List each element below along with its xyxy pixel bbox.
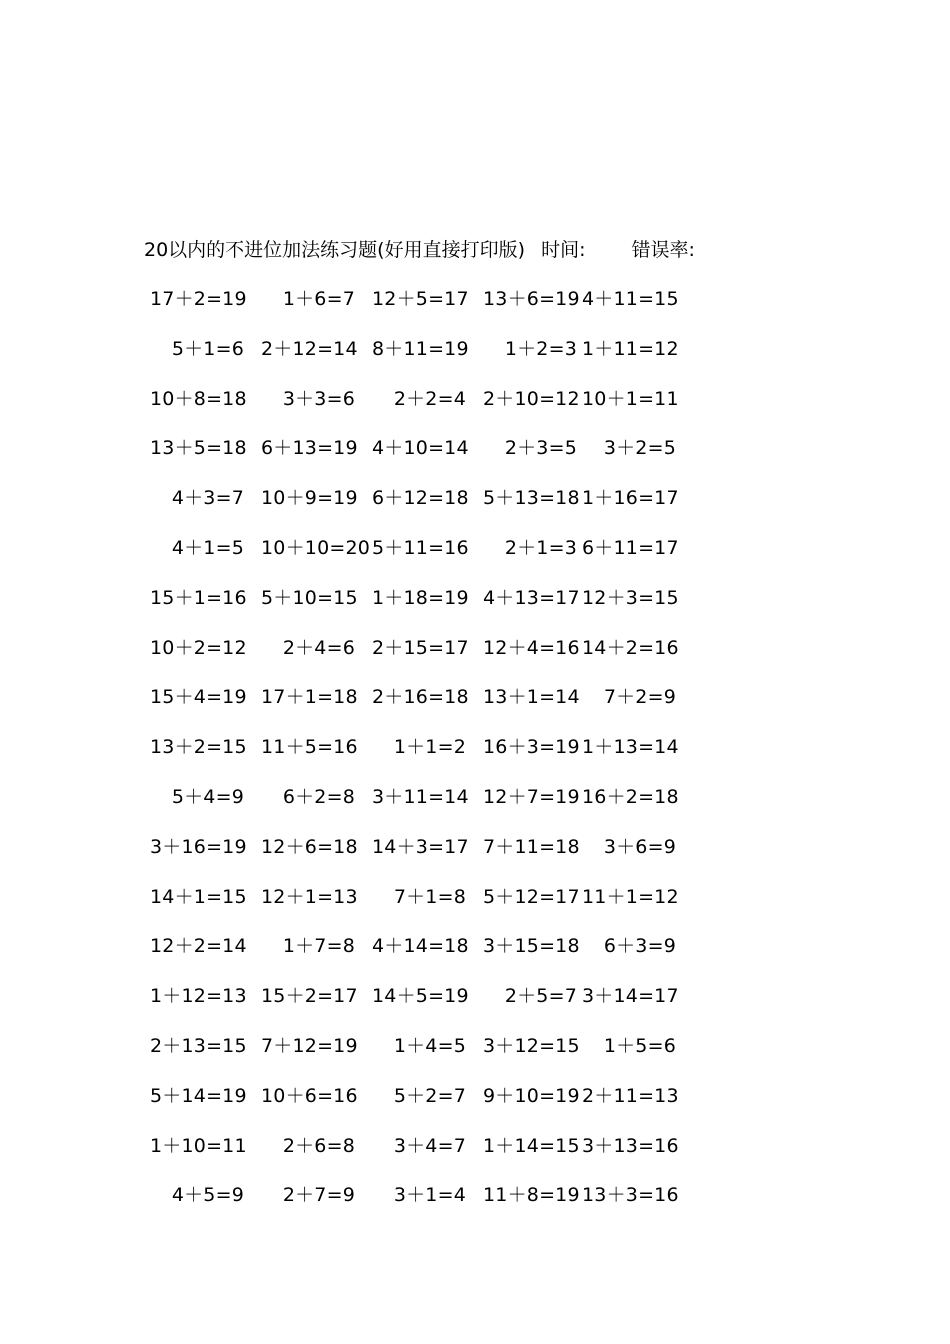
problem-row (150, 932, 710, 982)
problem-item: 3＋12=15 (483, 1034, 580, 1057)
problem-item: 13＋6=19 (483, 288, 580, 310)
problem-row (150, 335, 710, 385)
problem-item: 2＋1=3 (504, 536, 577, 559)
problem-row (150, 683, 710, 733)
problem-item: 1＋7=8 (282, 935, 355, 958)
problem-item: 3＋13=16 (582, 1134, 679, 1157)
problem-item: 5＋11=16 (372, 536, 469, 559)
worksheet-header (144, 236, 695, 264)
problem-item: 11＋8=19 (483, 1184, 580, 1207)
problem-item: 5＋1=6 (171, 337, 244, 360)
problem-item: 13＋1=14 (483, 686, 580, 709)
problem-item: 10＋10=20 (261, 536, 371, 559)
problem-row (150, 1032, 710, 1082)
problem-item: 10＋1=11 (582, 387, 679, 410)
problem-item: 1＋16=17 (582, 487, 679, 510)
problem-item: 11＋1=12 (582, 885, 679, 908)
problem-item: 2＋5=7 (504, 985, 577, 1008)
problem-item: 4＋10=14 (372, 437, 469, 460)
problem-item: 6＋12=18 (372, 487, 469, 510)
problem-item: 1＋18=19 (372, 586, 469, 609)
problem-item: 5＋12=17 (483, 885, 580, 908)
problem-item: 2＋6=8 (282, 1134, 355, 1157)
problem-item: 6＋13=19 (261, 437, 358, 460)
problem-item: 3＋11=14 (372, 785, 469, 808)
problem-item: 2＋4=6 (282, 636, 355, 659)
problem-item: 4＋13=17 (483, 586, 580, 609)
problem-item: 15＋4=19 (150, 686, 247, 709)
problem-row (150, 584, 710, 634)
problem-row (150, 1082, 710, 1132)
problem-item: 16＋2=18 (582, 785, 679, 808)
problem-row (150, 534, 710, 584)
problem-item: 14＋1=15 (150, 885, 247, 908)
problem-item: 4＋14=18 (372, 935, 469, 958)
problem-item: 12＋1=13 (261, 885, 358, 908)
problem-item: 1＋4=5 (393, 1034, 466, 1057)
problem-item: 12＋5=17 (372, 288, 469, 310)
problem-item: 3＋14=17 (582, 985, 679, 1008)
problem-item: 1＋6=7 (282, 288, 355, 310)
problem-item: 7＋12=19 (261, 1034, 358, 1057)
problem-item: 5＋13=18 (483, 487, 580, 510)
problem-item: 7＋2=9 (603, 686, 676, 709)
problem-row (150, 1132, 710, 1182)
problem-item: 12＋2=14 (150, 935, 247, 958)
worksheet-title: 20以内的不进位加法练习题(好用直接打印版) (144, 239, 526, 261)
problem-row (150, 783, 710, 833)
problem-item: 2＋7=9 (282, 1184, 355, 1207)
problem-row (150, 285, 710, 335)
problem-item: 1＋11=12 (582, 337, 679, 360)
problem-item: 4＋11=15 (582, 288, 679, 310)
problem-item: 1＋10=11 (150, 1134, 247, 1157)
problem-row (150, 883, 710, 933)
problem-item: 3＋6=9 (603, 835, 676, 858)
problem-item: 17＋2=19 (150, 288, 247, 310)
problem-item: 14＋5=19 (372, 985, 469, 1008)
problem-item: 2＋10=12 (483, 387, 580, 410)
problem-item: 12＋4=16 (483, 636, 580, 659)
problem-item: 3＋16=19 (150, 835, 247, 858)
problem-item: 1＋12=13 (150, 985, 247, 1008)
problem-item: 12＋3=15 (582, 586, 679, 609)
problem-item: 5＋10=15 (261, 586, 358, 609)
problem-item: 1＋1=2 (393, 736, 466, 759)
problem-item: 2＋16=18 (372, 686, 469, 709)
problem-item: 16＋3=19 (483, 736, 580, 759)
problem-item: 5＋4=9 (171, 785, 244, 808)
problem-item: 17＋1=18 (261, 686, 358, 709)
problem-item: 12＋6=18 (261, 835, 358, 858)
error-rate-label: 错误率: (631, 239, 695, 261)
problem-item: 10＋6=16 (261, 1084, 358, 1107)
problem-item: 2＋11=13 (582, 1084, 679, 1107)
problem-item: 1＋13=14 (582, 736, 679, 759)
problem-row (150, 434, 710, 484)
problem-item: 4＋3=7 (171, 487, 244, 510)
problem-item: 3＋4=7 (393, 1134, 466, 1157)
problem-item: 1＋14=15 (483, 1134, 580, 1157)
problem-item: 2＋12=14 (261, 337, 358, 360)
problem-item: 15＋2=17 (261, 985, 358, 1008)
problem-item: 6＋11=17 (582, 536, 679, 559)
problem-item: 1＋2=3 (504, 337, 577, 360)
problem-item: 9＋10=19 (483, 1084, 580, 1107)
problem-item: 13＋2=15 (150, 736, 247, 759)
problem-item: 5＋14=19 (150, 1084, 247, 1107)
problem-item: 5＋2=7 (393, 1084, 466, 1107)
problem-row (150, 385, 710, 435)
problem-item: 1＋5=6 (603, 1034, 676, 1057)
problem-row (150, 833, 710, 883)
problem-item: 2＋2=4 (393, 387, 466, 410)
problem-item: 10＋8=18 (150, 387, 247, 410)
problem-item: 8＋11=19 (372, 337, 469, 360)
problem-item: 3＋3=6 (282, 387, 355, 410)
problem-item: 6＋3=9 (603, 935, 676, 958)
problem-item: 10＋2=12 (150, 636, 247, 659)
problem-item: 3＋1=4 (393, 1184, 466, 1207)
problem-row (150, 1181, 710, 1231)
problem-item: 15＋1=16 (150, 586, 247, 609)
problem-item: 7＋1=8 (393, 885, 466, 908)
problem-item: 13＋5=18 (150, 437, 247, 460)
problem-item: 2＋13=15 (150, 1034, 247, 1057)
problem-item: 2＋15=17 (372, 636, 469, 659)
problem-row (150, 484, 710, 534)
problem-item: 4＋5=9 (171, 1184, 244, 1207)
problem-item: 14＋2=16 (582, 636, 679, 659)
problem-item: 2＋3=5 (504, 437, 577, 460)
problem-item: 4＋1=5 (171, 536, 244, 559)
problem-item: 13＋3=16 (582, 1184, 679, 1207)
problem-row (150, 634, 710, 684)
time-label: 时间: (541, 239, 586, 261)
problem-row (150, 733, 710, 783)
problem-item: 10＋9=19 (261, 487, 358, 510)
problem-item: 7＋11=18 (483, 835, 580, 858)
problem-item: 12＋7=19 (483, 785, 580, 808)
problem-row (150, 982, 710, 1032)
problem-item: 11＋5=16 (261, 736, 358, 759)
problem-item: 14＋3=17 (372, 835, 469, 858)
problem-grid (150, 285, 710, 1231)
problem-item: 6＋2=8 (282, 785, 355, 808)
problem-item: 3＋2=5 (603, 437, 676, 460)
problem-item: 3＋15=18 (483, 935, 580, 958)
